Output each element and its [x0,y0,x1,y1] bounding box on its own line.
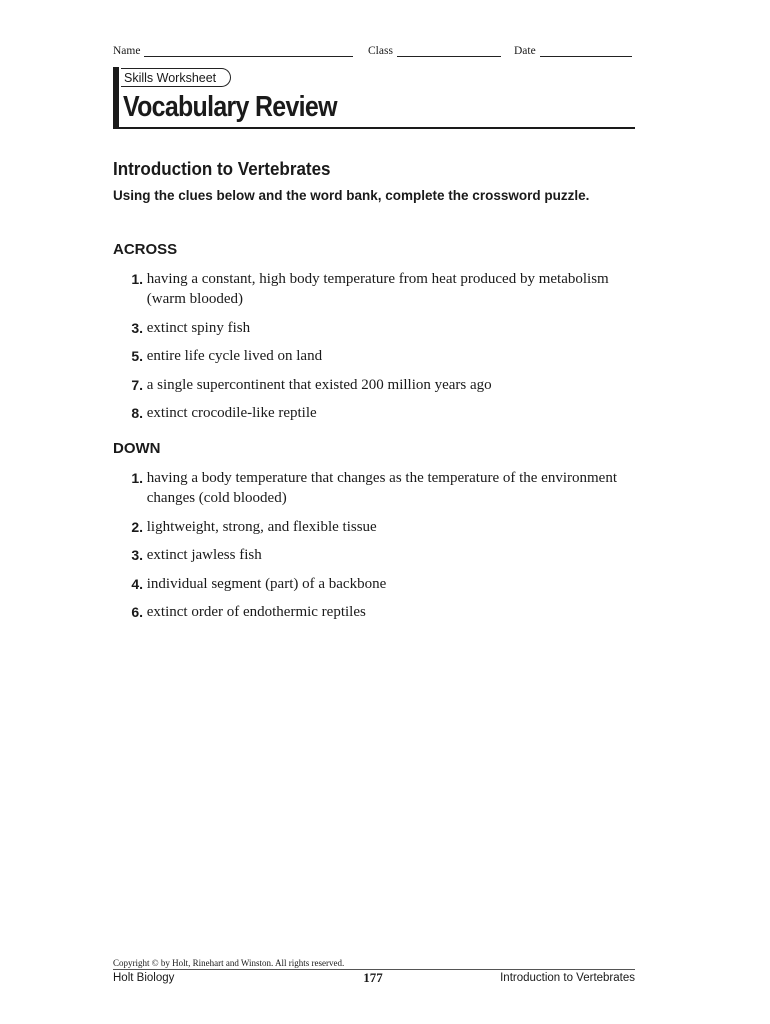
clue-text: individual segment (part) of a backbone [146,575,387,592]
across-clue-list [113,269,633,432]
clue-text: extinct crocodile-like reptile [146,405,317,421]
across-clue [113,403,633,423]
across-clue [113,269,633,309]
page-number: 177 [363,970,383,985]
section-subtitle: Introduction to Vertebrates [113,158,331,179]
class-blank[interactable] [397,44,501,57]
clue-number: 2. [131,518,143,535]
down-heading: DOWN [113,440,161,457]
clue-number: 5. [131,348,143,364]
clue-number: 1. [131,271,143,287]
clue-text: extinct jawless fish [146,547,262,563]
clue-text: extinct spiny fish [146,319,251,336]
date-blank[interactable] [540,44,632,57]
clue-number: 7. [131,376,143,393]
name-label: Name [113,45,141,57]
footer-book: Holt Biology [113,972,175,984]
name-field [113,44,353,57]
clue-text: a single supercontinent that existed 200 million years ago [146,376,492,393]
down-clue [113,574,633,594]
across-clue [113,346,633,366]
clue-text: having a constant, high body temperature from heat produced by metabolism (warm blooded) [146,271,609,307]
clue-number: 8. [131,405,143,421]
down-clue [113,468,633,508]
down-clue-list [113,468,633,631]
header-fields [113,44,635,60]
date-field [514,44,632,57]
worksheet-tag: Skills Worksheet [121,68,231,87]
date-label: Date [514,45,536,57]
clue-number: 4. [131,575,143,592]
across-heading: ACROSS [113,241,178,258]
clue-text: having a body temperature that changes as the temperature of the environment changes (cold blooded) [146,470,617,506]
across-clue [113,375,633,395]
clue-number: 3. [131,547,143,563]
instructions: Using the clues below and the word bank, complete the crossword puzzle. [113,188,590,203]
clue-text: lightweight, strong, and flexible tissue [146,518,377,535]
clue-number: 1. [131,470,143,486]
down-clue [113,602,633,622]
class-field [368,44,501,57]
class-label: Class [368,45,393,57]
across-clue [113,318,633,338]
down-clue [113,517,633,537]
clue-text: extinct order of endothermic reptiles [146,604,366,620]
clue-number: 3. [131,319,143,336]
footer-chapter: Introduction to Vertebrates [500,972,635,984]
name-blank[interactable] [144,44,353,57]
page-title: Vocabulary Review [123,91,337,123]
down-clue [113,545,633,565]
title-accent-bar [113,67,119,129]
clue-text: entire life cycle lived on land [146,348,323,364]
copyright-notice: Copyright © by Holt, Rinehart and Winston. All rights reserved. [113,958,345,968]
clue-number: 6. [131,604,143,620]
title-rule [113,127,635,129]
